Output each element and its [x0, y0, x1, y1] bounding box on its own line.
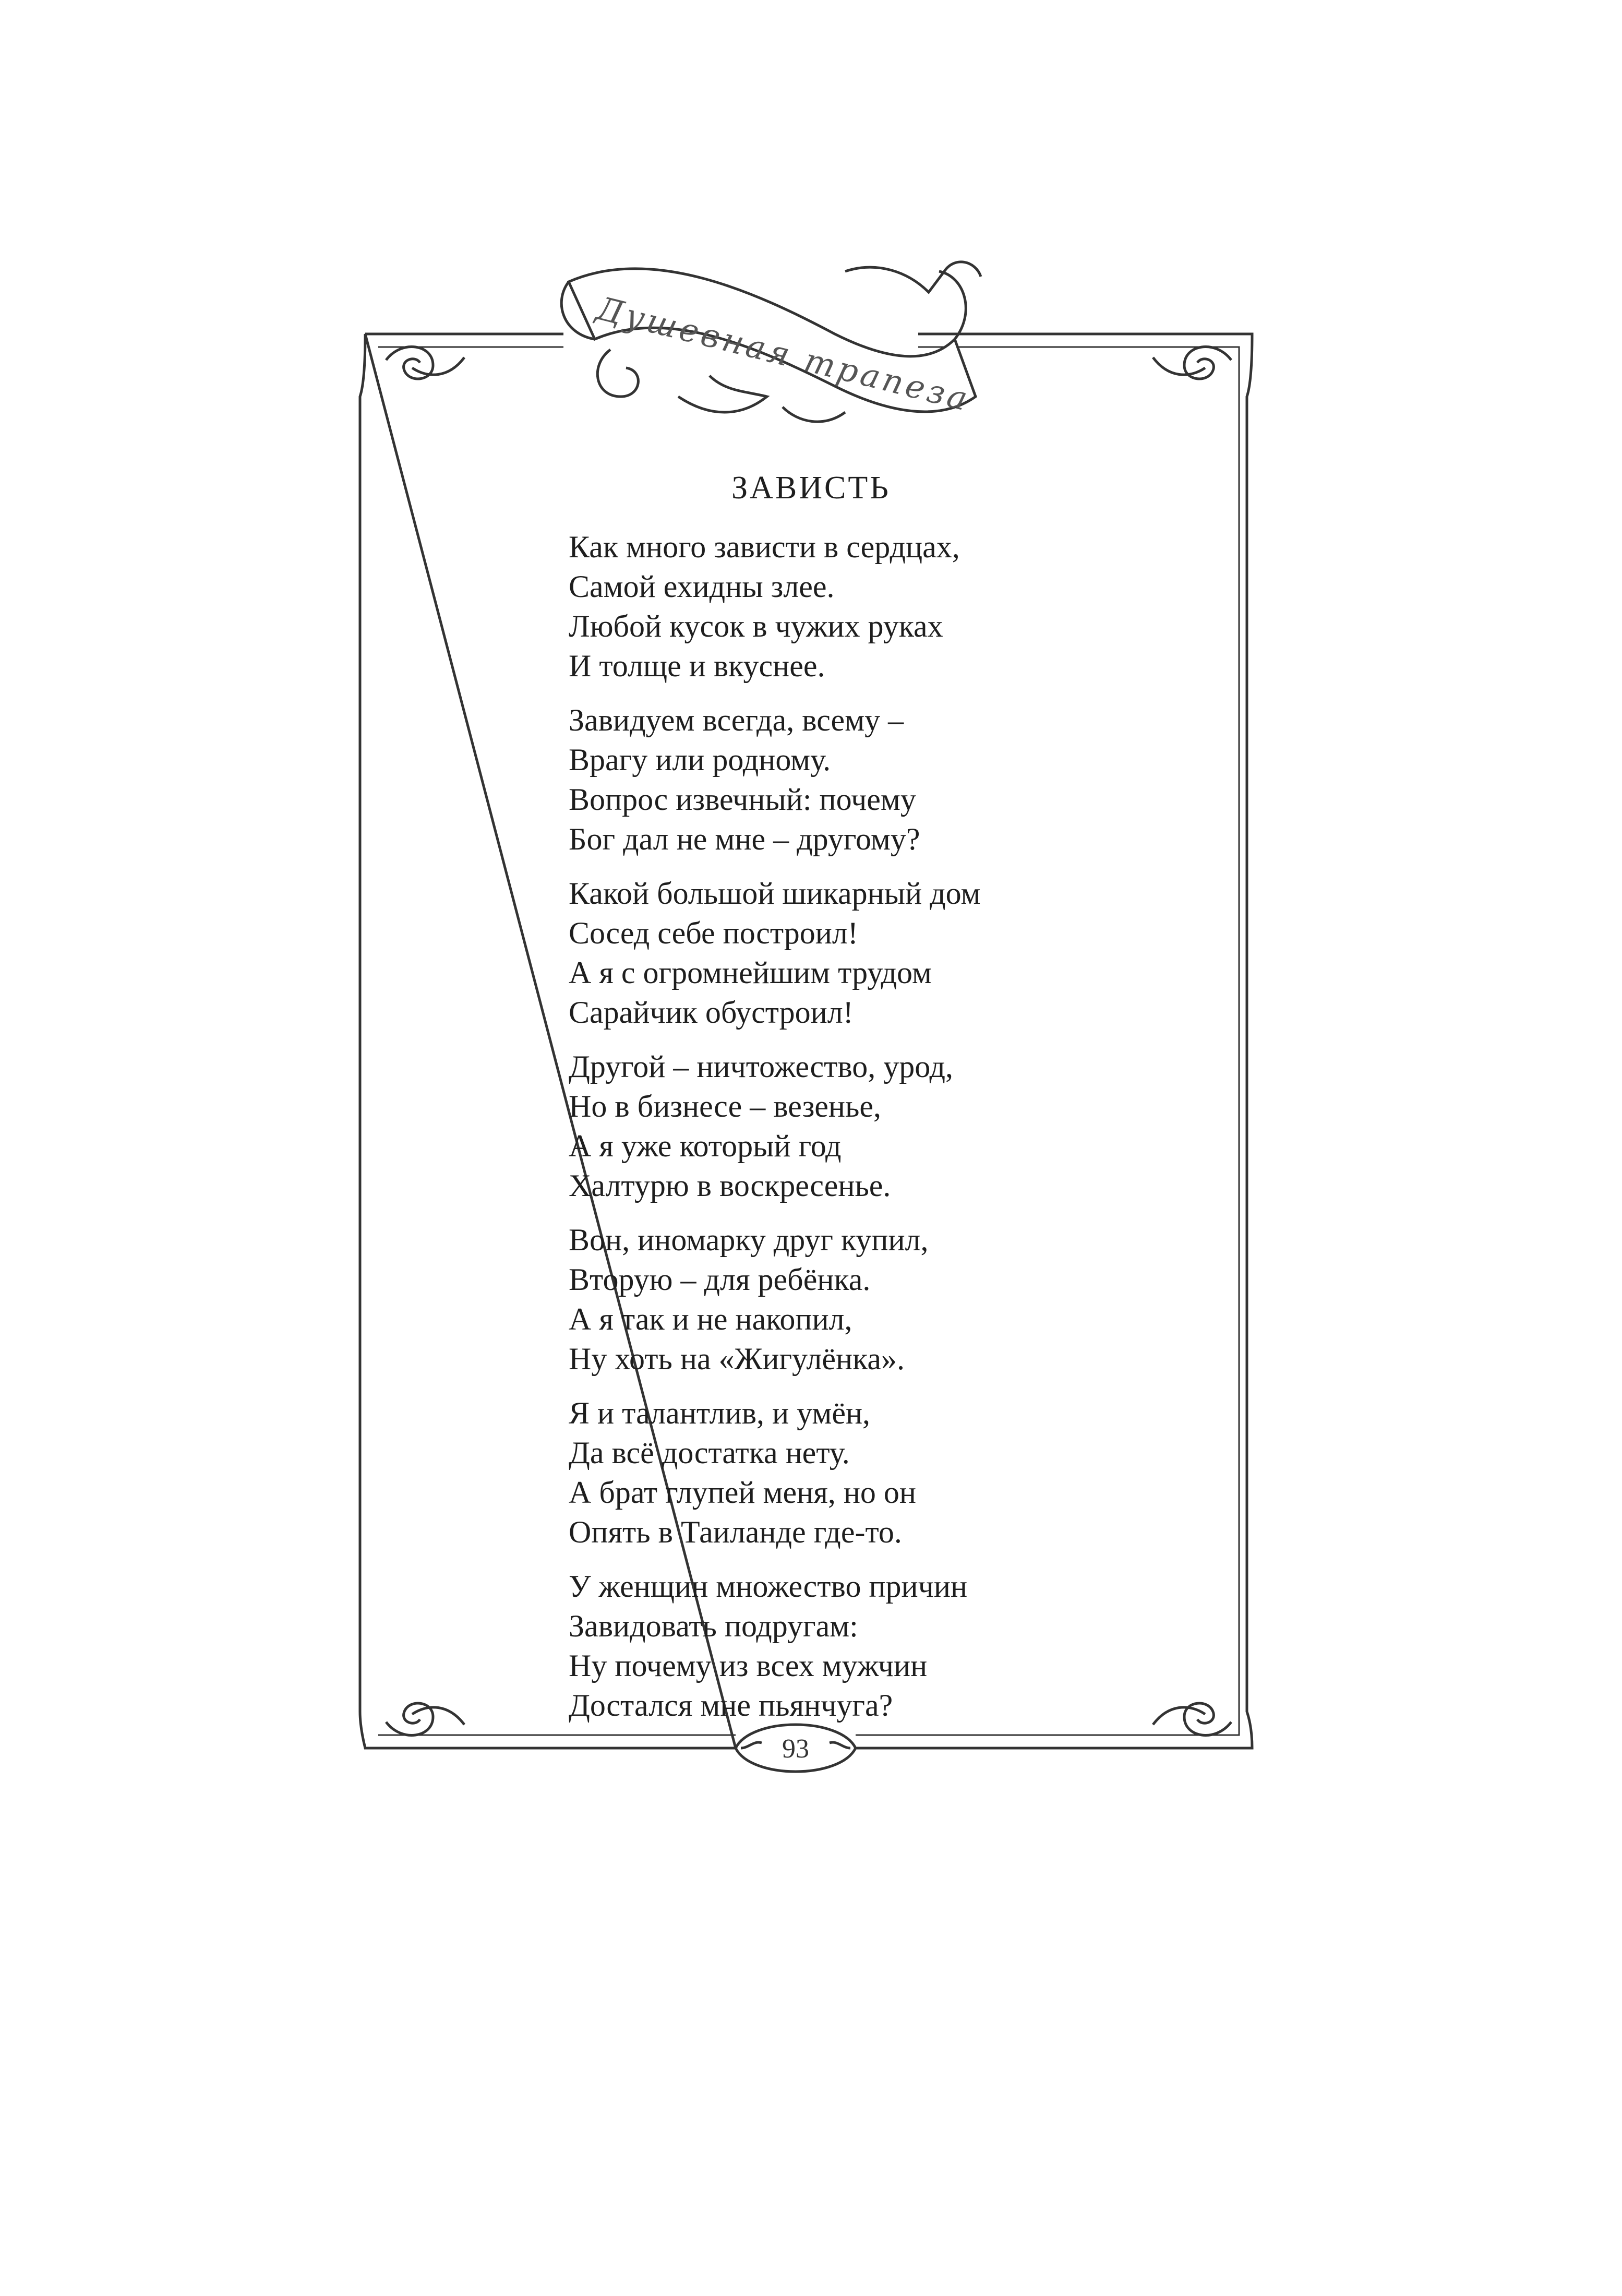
- stanza: [569, 700, 1325, 859]
- poem-line: А брат глупей меня, но он: [569, 1475, 917, 1510]
- poem-line: Ну почему из всех мужчин: [569, 1648, 928, 1683]
- stanza: [569, 1047, 1325, 1205]
- poem-line: Самой ехидны злее.: [569, 569, 835, 604]
- poem-line: Вопрос извечный: почему: [569, 782, 916, 817]
- poem-line: Какой большой шикарный дом: [569, 876, 981, 911]
- poem-line: Завидовать подругам:: [569, 1609, 858, 1643]
- poem-line: Вторую – для ребёнка.: [569, 1262, 871, 1297]
- poem-line: А я с огромнейшим трудом: [569, 955, 932, 990]
- poem-body: [569, 527, 1325, 1740]
- poem-line: Да всё достатка нету.: [569, 1436, 850, 1470]
- poem-line: Я и талантлив, и умён,: [569, 1396, 871, 1430]
- poem-line: Завидуем всегда, всему –: [569, 703, 904, 737]
- poem-title: ЗАВИСТЬ: [731, 470, 891, 506]
- poem-line: Но в бизнесе – везенье,: [569, 1089, 882, 1123]
- poem-line: Как много зависти в сердцах,: [569, 530, 960, 564]
- poem-line: Ну хоть на «Жигулёнка».: [569, 1342, 905, 1376]
- poem-line: И толще и вкуснее.: [569, 649, 825, 683]
- poem-line: Халтурю в воскресенье.: [569, 1168, 891, 1203]
- stanza: [569, 1393, 1325, 1552]
- poem-line: Врагу или родному.: [569, 743, 831, 777]
- poem-line: Другой – ничтожество, урод,: [569, 1049, 954, 1084]
- poem-line: Сосед себе построил!: [569, 916, 858, 950]
- ribbon-title: Душевная трапеза: [593, 289, 975, 419]
- stanza: [569, 1566, 1325, 1725]
- page-number: 93: [782, 1734, 809, 1764]
- poem-line: Вон, иномарку друг купил,: [569, 1223, 929, 1257]
- stanza: [569, 527, 1325, 686]
- stanza: [569, 1220, 1325, 1379]
- poem-line: А я уже который год: [569, 1129, 842, 1163]
- stanza: [569, 874, 1325, 1032]
- poem-line: Любой кусок в чужих руках: [569, 609, 943, 643]
- poem-line: Сарайчик обустроил!: [569, 995, 854, 1030]
- poem-line: А я так и не накопил,: [569, 1302, 852, 1336]
- poem-line: Опять в Таиланде где-то.: [569, 1515, 902, 1549]
- poem-line: Достался мне пьянчуга?: [569, 1688, 893, 1723]
- poem-line: У женщин множество причин: [569, 1569, 968, 1604]
- poem-line: Бог дал не мне – другому?: [569, 822, 920, 856]
